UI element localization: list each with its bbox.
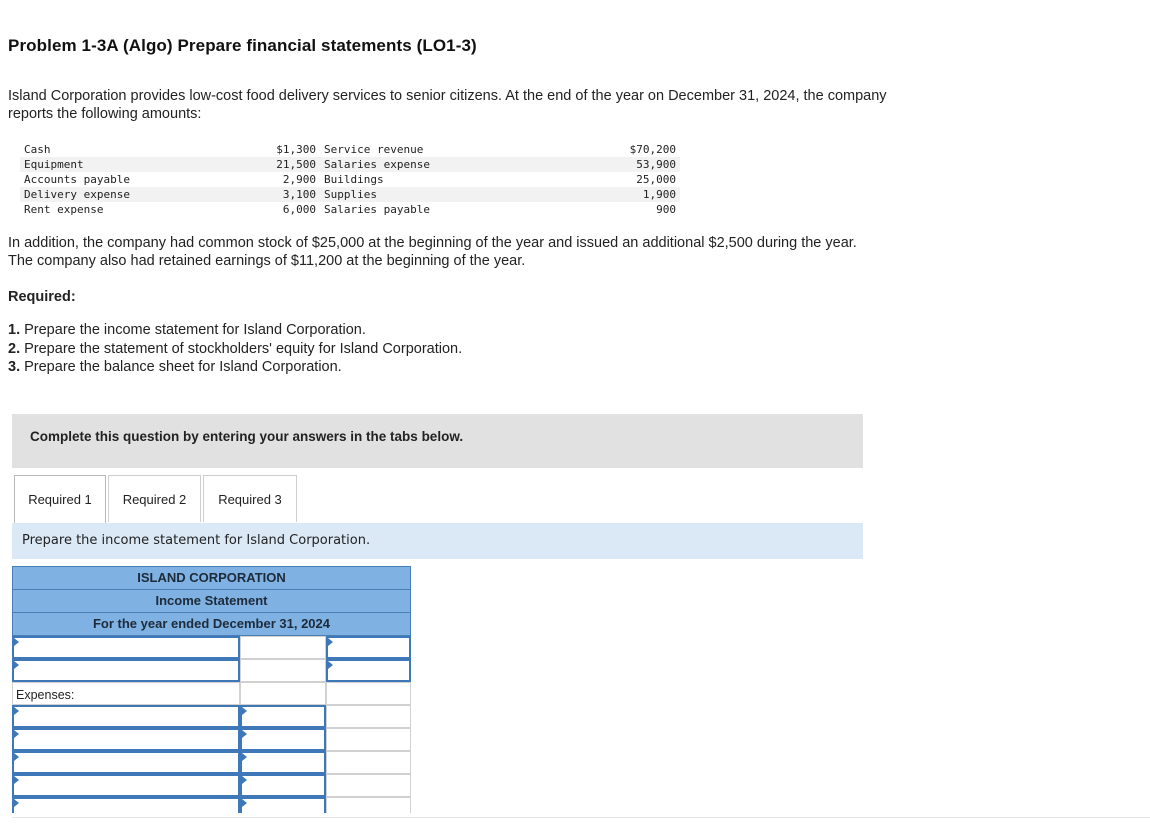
amount-input[interactable] bbox=[326, 636, 411, 659]
account-select[interactable] bbox=[12, 774, 240, 797]
amount-cell bbox=[326, 751, 411, 774]
amount-value: 3,100 bbox=[250, 187, 320, 202]
amount-value: 6,000 bbox=[282, 203, 316, 216]
table-row bbox=[20, 187, 680, 202]
statement-company: ISLAND CORPORATION bbox=[12, 566, 411, 589]
requirement-text: Prepare the income statement for Island Corporation. bbox=[20, 322, 366, 338]
amount-value: 2,900 bbox=[282, 173, 316, 186]
list-item bbox=[8, 340, 462, 359]
account-select[interactable] bbox=[12, 797, 240, 813]
amount-cell bbox=[326, 774, 411, 797]
amount-cell bbox=[240, 659, 326, 682]
requirement-number: 3. bbox=[8, 359, 21, 375]
requirement-number: 2. bbox=[8, 340, 21, 357]
amount-value: 53,900 bbox=[600, 157, 680, 172]
amount-label: Salaries payable bbox=[324, 203, 430, 216]
amount-value: $1,300 bbox=[276, 143, 316, 156]
amount-value: $70,200 bbox=[629, 143, 676, 156]
amount-cell bbox=[240, 682, 326, 705]
tab-bar bbox=[12, 475, 863, 524]
required-heading: Required: bbox=[8, 289, 76, 305]
amount-label: Cash bbox=[24, 143, 51, 156]
amount-input[interactable] bbox=[240, 728, 326, 751]
amount-label: Accounts payable bbox=[24, 173, 130, 186]
table-row bbox=[20, 172, 680, 187]
amount-input[interactable] bbox=[240, 774, 326, 797]
expenses-label: Expenses: bbox=[12, 682, 240, 705]
amount-value: 900 bbox=[656, 203, 676, 216]
table-row bbox=[12, 751, 411, 774]
statement-name: Income Statement bbox=[12, 589, 411, 612]
table-row bbox=[12, 774, 411, 797]
table-row bbox=[12, 728, 411, 751]
amount-value: 25,000 bbox=[636, 173, 676, 186]
additional-line: In addition, the company had common stock of $25,000 at the beginning of the year and issued an additional $2,500 during the year. bbox=[8, 235, 857, 251]
instruction-text: Prepare the income statement for Island Corporation. bbox=[22, 533, 371, 548]
account-select[interactable] bbox=[12, 705, 240, 728]
additional-line: The company also had retained earnings of $11,200 at the beginning of the year. bbox=[8, 253, 526, 269]
tab-required-1[interactable]: Required 1 bbox=[14, 475, 106, 523]
amount-label: Equipment bbox=[20, 157, 250, 172]
tab-instruction bbox=[12, 523, 863, 559]
list-item bbox=[8, 358, 462, 377]
requirement-number: 1. bbox=[8, 322, 21, 338]
table-row bbox=[20, 202, 680, 217]
amount-value: 1,900 bbox=[600, 187, 680, 202]
banner-text: Complete this question by entering your answers in the tabs below. bbox=[30, 429, 464, 444]
amount-cell bbox=[326, 797, 411, 813]
requirements-list bbox=[8, 321, 462, 377]
amount-label: Supplies bbox=[320, 187, 600, 202]
account-select[interactable] bbox=[12, 751, 240, 774]
amount-label: Delivery expense bbox=[20, 187, 250, 202]
table-row bbox=[12, 636, 411, 659]
amount-label: Service revenue bbox=[324, 143, 424, 156]
table-row bbox=[12, 682, 411, 705]
table-row bbox=[20, 157, 680, 172]
tab-required-3[interactable]: Required 3 bbox=[203, 475, 297, 522]
amount-input[interactable] bbox=[240, 751, 326, 774]
table-row bbox=[12, 659, 411, 682]
tab-required-2[interactable]: Required 2 bbox=[108, 475, 201, 522]
amount-value: 21,500 bbox=[250, 157, 320, 172]
income-statement bbox=[12, 566, 411, 813]
list-item bbox=[8, 321, 462, 340]
amount-input[interactable] bbox=[240, 705, 326, 728]
additional-info bbox=[8, 234, 1008, 270]
statement-period: For the year ended December 31, 2024 bbox=[12, 612, 411, 636]
requirement-text: Prepare the balance sheet for Island Corporation. bbox=[20, 359, 342, 375]
table-row bbox=[12, 705, 411, 728]
amount-label: Buildings bbox=[324, 173, 384, 186]
account-select[interactable] bbox=[12, 636, 240, 659]
account-select[interactable] bbox=[12, 659, 240, 682]
table-row bbox=[12, 797, 411, 813]
amount-cell bbox=[326, 728, 411, 751]
amount-input[interactable] bbox=[240, 797, 326, 813]
account-select[interactable] bbox=[12, 728, 240, 751]
amount-cell bbox=[326, 682, 411, 705]
instructions-banner bbox=[12, 414, 863, 468]
amount-label: Rent expense bbox=[24, 203, 104, 216]
problem-intro: Island Corporation provides low-cost food delivery services to senior citizens. At the end of the year on December 31, 2024, the company reports the following amounts: bbox=[8, 88, 887, 122]
table-row bbox=[20, 142, 680, 157]
amounts-table bbox=[20, 142, 680, 217]
divider bbox=[12, 817, 1150, 818]
amount-cell bbox=[240, 636, 326, 659]
amount-cell bbox=[326, 705, 411, 728]
amount-label: Salaries expense bbox=[320, 157, 600, 172]
requirement-text: Prepare the statement of stockholders' equity for Island Corporation. bbox=[20, 340, 463, 357]
problem-title: Problem 1-3A (Algo) Prepare financial statements (LO1-3) bbox=[8, 36, 477, 55]
amount-input[interactable] bbox=[326, 659, 411, 682]
